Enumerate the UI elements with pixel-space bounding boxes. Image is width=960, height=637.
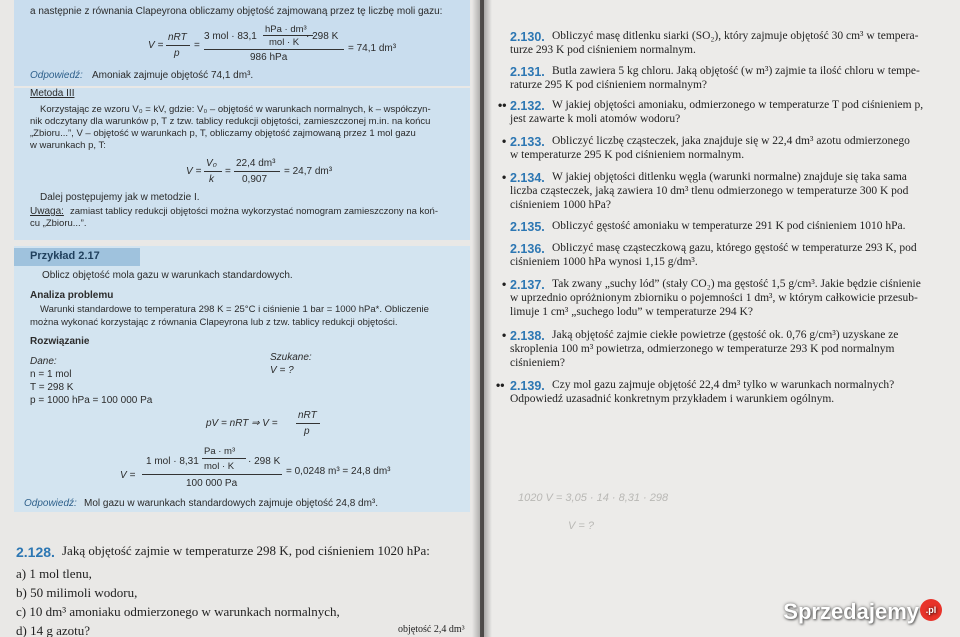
problem-line: Butla zawiera 5 kg chloru. Jaką objętość (w m³) zajmie ta ilość chloru w tempe- [552, 65, 920, 77]
q128-item-c: c) 10 dm³ amoniaku odmierzonego w warunkach normalnych, [16, 604, 340, 619]
difficulty-mark: • [502, 170, 507, 184]
eq3-frac-num: nRT [298, 410, 317, 421]
problem-line: skroplenia 100 m³ powietrza, odmierzonego w temperaturze 293 K pod normalnym [510, 343, 895, 355]
eq1-lhs: V = [148, 40, 164, 51]
q128-number: 2.128. [16, 544, 55, 560]
eq4-num-sub-den: mol · K [204, 461, 235, 472]
note-label: Uwaga: [30, 206, 64, 217]
difficulty-mark: •• [498, 98, 507, 112]
eq1-frac1-num: nRT [168, 32, 187, 43]
problem-line: raturze 295 K pod ciśnieniem normalnym? [510, 79, 708, 91]
difficulty-mark: •• [496, 378, 505, 392]
eq1-num-tail: · 298 K [306, 31, 339, 42]
cut-off-text: objętość 2,4 dm³ [398, 624, 465, 635]
eq2-lhs: V = [186, 166, 202, 177]
problem-number: 2.132. [510, 99, 545, 113]
sought-label: Szukane: [270, 352, 312, 363]
problem-line: w temperaturze 295 K pod ciśnieniem normalnym. [510, 149, 745, 161]
answer1-label: Odpowiedź: [30, 70, 83, 81]
problem-line: w uprzednio opróżnionym zbiorniku o pojemności 1 dm³, w którym całkowicie przesub- [510, 292, 918, 304]
q128-item-b: b) 50 milimoli wodoru, [16, 585, 138, 600]
eq2-result: = 24,7 dm³ [284, 166, 333, 177]
eq4-result: = 0,0248 m³ = 24,8 dm³ [286, 466, 391, 477]
watermark-text: Sprzedajemy [783, 599, 919, 624]
q128-text: Jaką objętość zajmie w temperaturze 298 K, pod ciśnieniem 1020 hPa: [62, 543, 430, 558]
eq1-equals: = [194, 40, 200, 51]
example-title: Przykład 2.17 [30, 250, 100, 262]
next-step-text: Dalej postępujemy jak w metodzie I. [40, 192, 200, 203]
eq3-left: pV = nRT ⇒ V = [206, 418, 278, 429]
q128-item-a: a) 1 mol tlenu, [16, 566, 92, 581]
problem-line: Jaką objętość zajmie ciekłe powietrze (gęstość ok. 0,76 g/cm³) uzyskane ze [552, 329, 899, 341]
method3-line-3: „Zbioru...”, V – objętość w warunkach p, T, obliczamy objętość zajmowaną przez 1 mol gazu [30, 128, 416, 139]
watermark-badge: .pl [920, 599, 942, 621]
watermark-logo [783, 599, 942, 625]
note-text-2: cu „Zbioru...”. [30, 218, 87, 229]
analysis-line-1: Warunki standardowe to temperatura 298 K = 25°C i ciśnienie 1 bar = 1000 hPa*. Obliczenie [40, 304, 429, 315]
problem-line: ciśnieniem? [510, 357, 565, 369]
eq2-frac2-den: 0,907 [242, 174, 268, 185]
eq2-frac2-num: 22,4 dm³ [236, 158, 276, 169]
eq2-frac1-num: V₀ [206, 158, 217, 169]
problem-number: 2.135. [510, 220, 545, 234]
problem-line: W jakiej objętości ditlenku węgla (warunki normalne) znajduje się taka sama [552, 171, 907, 183]
eq3-frac-den: p [304, 426, 310, 437]
eq4-den: 100 000 Pa [186, 478, 238, 489]
problem-line: Obliczyć liczbę cząsteczek, jaka znajduje się w 22,4 dm³ azotu odmierzonego [552, 135, 910, 147]
note-text: zamiast tablicy redukcji objętości można wykorzystać nomogram zamieszczony na koń- [70, 206, 438, 217]
right-page [484, 0, 960, 637]
eq4-num-main: 1 mol · 8,31 [146, 456, 199, 467]
given-item-2: T = 298 K [30, 382, 74, 393]
method3-line-1: Korzystając ze wzoru V₀ = kV, gdzie: V₀ – objętość w warunkach normalnych, k – współczyn- [40, 104, 431, 115]
problem-line: turze 293 K pod ciśnieniem normalnym. [510, 44, 696, 56]
answer2-text: Mol gazu w warunkach standardowych zajmuje objętość 24,8 dm³. [84, 498, 379, 509]
problem-number: 2.138. [510, 329, 545, 343]
solution-title: Rozwiązanie [30, 336, 90, 347]
eq1-num-sub-num: hPa · dm³ [265, 24, 307, 35]
eq1-num-sub-den: mol · K [269, 37, 300, 48]
problem-line: ciśnieniem 1000 hPa wynosi 1,15 g/dm³. [510, 256, 698, 268]
eq2-frac1-den: k [209, 174, 214, 185]
problem-line: Odpowiedź uzasadnić konkretnym przykładem i warunkiem ogólnym. [510, 393, 835, 405]
problem-number: 2.131. [510, 65, 545, 79]
given-item-1: n = 1 mol [30, 369, 72, 380]
problem-line: jest zawarte k moli atomów wodoru? [510, 113, 681, 125]
eq1-frac1-den: p [174, 48, 180, 59]
difficulty-mark: • [502, 277, 507, 291]
problem-number: 2.139. [510, 379, 545, 393]
pencil-note-1: 1020 V = 3,05 · 14 · 8,31 · 298 [518, 492, 669, 504]
problem-line: Obliczyć masę ditlenku siarki (SO₂), który zajmuje objętość 30 cm³ w tempera- [552, 30, 919, 42]
difficulty-mark: • [502, 328, 507, 342]
eq2-equals: = [225, 166, 231, 177]
eq4-lhs: V = [120, 470, 136, 481]
problem-number: 2.137. [510, 278, 545, 292]
problem-number: 2.136. [510, 242, 545, 256]
problem-line: Obliczyć gęstość amoniaku w temperaturze 291 K pod ciśnieniem 1010 hPa. [552, 220, 906, 232]
problem-line: Czy mol gazu zajmuje objętość 22,4 dm³ tylko w warunkach normalnych? [552, 379, 895, 391]
problem-number: 2.130. [510, 30, 545, 44]
eq4-num-tail: · 298 K [248, 456, 281, 467]
intro-text: a następnie z równania Clapeyrona obliczamy objętość zajmowaną przez tę liczbę moli gazu: [30, 6, 443, 17]
given-label: Dane: [30, 356, 57, 367]
given-item-3: p = 1000 hPa = 100 000 Pa [30, 395, 153, 406]
problem-line: liczba cząsteczek, jaką zawiera 10 dm³ tlenu odmierzonego w temperaturze 300 K pod [510, 185, 909, 197]
method3-heading: Metoda III [30, 88, 75, 99]
problem-line: Tak zwany „suchy lód” (stały CO₂) ma gęstość 1,5 g/cm³. Jakie będzie ciśnienie [552, 278, 921, 290]
analysis-line-2: można wykonać korzystając z równania Clapeyrona lub z tzw. tablicy redukcji objętości. [30, 317, 398, 328]
pencil-note-2: V = ? [568, 520, 594, 532]
problem-number: 2.134. [510, 171, 545, 185]
answer1-text: Amoniak zajmuje objętość 74,1 dm³. [92, 70, 254, 81]
eq4-num-sub-num: Pa · m³ [204, 446, 236, 457]
problem-line: Obliczyć masę cząsteczkową gazu, którego gęstość w temperaturze 293 K, pod [552, 242, 917, 254]
problem-number: 2.133. [510, 135, 545, 149]
analysis-title: Analiza problemu [30, 290, 114, 301]
book-gutter [472, 0, 492, 637]
method3-line-2: nik odczytany dla warunków p, T z tzw. tablicy redukcji objętości, zamieszczonej m.in. na końcu [30, 116, 431, 127]
sought-value: V = ? [270, 365, 294, 376]
problem-line: W jakiej objętości amoniaku, odmierzonego w temperaturze T pod ciśnieniem p, [552, 99, 924, 111]
q128-item-d: d) 14 g azotu? [16, 623, 91, 637]
difficulty-mark: • [502, 134, 507, 148]
eq1-den: 986 hPa [250, 52, 288, 63]
problem-line: limuje 1 cm³ „suchego lodu” w temperaturze 294 K? [510, 306, 753, 318]
method3-line-4: w warunkach p, T: [30, 140, 106, 151]
example-task: Oblicz objętość mola gazu w warunkach standardowych. [42, 270, 293, 281]
answer2-label: Odpowiedź: [24, 498, 77, 509]
example-box [14, 246, 470, 512]
eq1-result: = 74,1 dm³ [348, 43, 397, 54]
problem-line: ciśnieniem 1000 hPa? [510, 199, 611, 211]
eq1-num-main: 3 mol · 83,1 [204, 31, 257, 42]
